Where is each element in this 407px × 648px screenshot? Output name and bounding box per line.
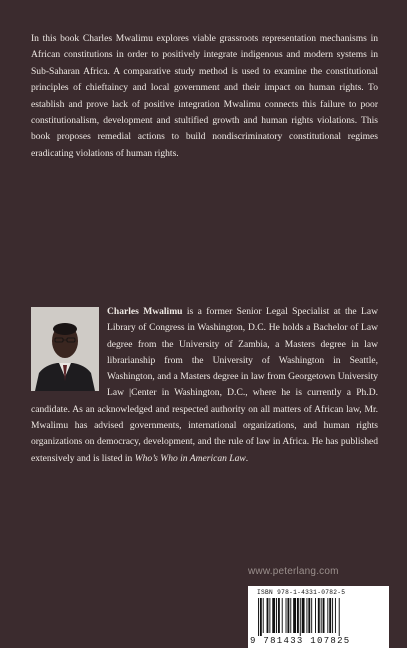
author-bio-text: is a former Senior Legal Specialist at the Law Library of Congress in Washington, D.C. He holds a Bachelor of Law degree from the University of Zambia, a Masters degree in law librarianship from the University of Washington in Seattle, Washington, and a Masters degree in law from Georgetown University Law |Center in Washington, D.C., where he is currently a Ph.D. candidate. As an acknowledged and respected authority on all matters of African law, Mr. Mwalimu has advised governments, international organizations, and human rights organizations on democracy, development, and the rule of law in Africa. He has published extensively and is listed in [31,306,379,464]
listing-title: Who’s Who in American Law [134,452,246,464]
isbn-label: ISBN 978-1-4331-0782-5 [257,589,346,596]
barcode-panel [248,586,389,648]
book-description: In this book Charles Mwalimu explores viable grassroots representation mechanisms in African constitutions in order to positively integrate indigenous and modern systems in Sub-Saharan Africa. A comparative study method is used to examine the constitutional principles of chieftaincy and local government and their impact on human rights. To establish and prove lack of positive integration Mwalimu connects this failure to poor constitutionalism, development and stultified growth and human rights violations. This book proposes remedial actions to build nondiscriminatory constitutional regimes eradicating violations of human rights. [31,33,378,159]
barcode-digits: 9 781433 107825 [250,636,351,646]
author-photo [31,307,99,391]
barcode-icon [258,598,380,636]
author-bio [31,304,378,467]
publisher-url[interactable]: www.peterlang.com [248,566,339,577]
author-name: Charles Mwalimu [107,306,183,317]
bio-end: . [245,452,249,464]
